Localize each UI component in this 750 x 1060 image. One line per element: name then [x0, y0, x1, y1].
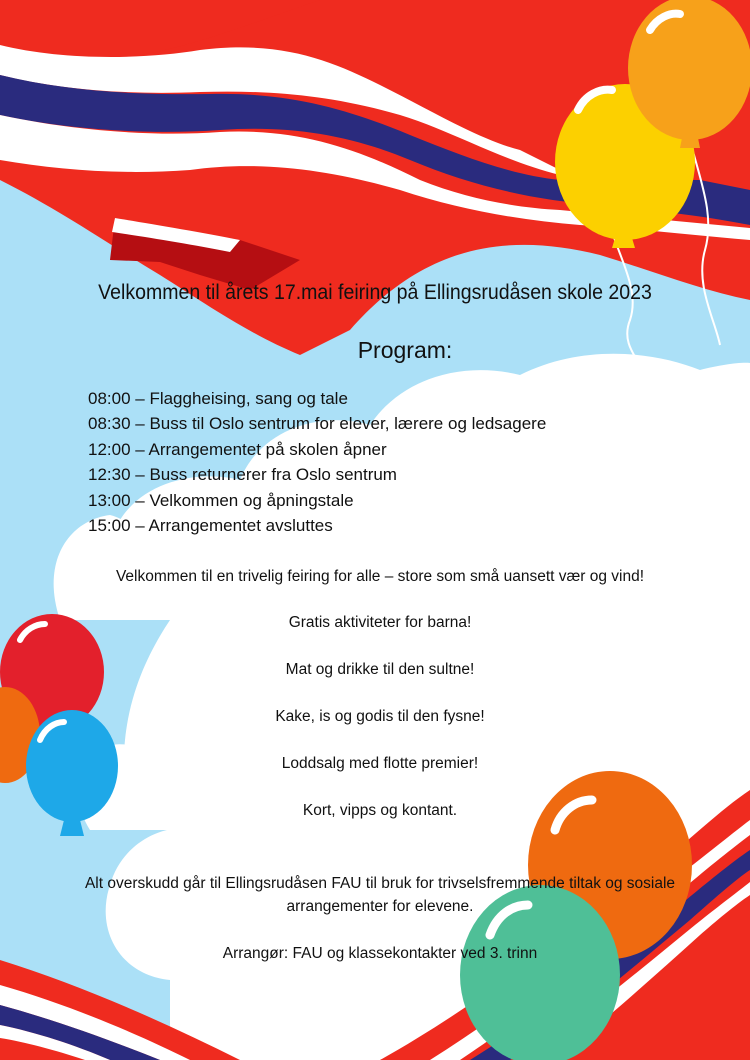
program-heading: Program: [357, 337, 453, 363]
orange-balloon [628, 0, 750, 140]
highlight-item: Loddsalg med flotte premier! [281, 755, 479, 772]
program-item: 12:30 – Buss returnerer fra Oslo sentrum [88, 465, 397, 485]
highlight-item: Mat og drikke til den sultne! [285, 661, 475, 678]
welcome-text: Velkommen til en trivelig feiring for alle – store som små uansett vær og vind! [115, 568, 645, 585]
program-list [88, 386, 546, 538]
program-item: 15:00 – Arrangementet avsluttes [88, 516, 333, 536]
program-item: 08:00 – Flaggheising, sang og tale [88, 389, 348, 408]
program-item: 08:30 – Buss til Oslo sentrum for elever, lærere og ledsagere [88, 414, 547, 434]
organizer-text: Arrangør: FAU og klassekontakter ved 3. trinn [222, 945, 538, 962]
highlight-item: Kort, vipps og kontant. [302, 802, 458, 819]
surplus-line-1: Alt overskudd går til Ellingsrudåsen FAU til bruk for trivselsfremmende tiltak og sosiale [84, 875, 676, 892]
program-item: 13:00 – Velkommen og åpningstale [88, 490, 354, 510]
highlight-item: Gratis aktiviteter for barna! [288, 614, 472, 631]
surplus-line-2: arrangementer for elevene. [286, 898, 474, 915]
page-title: Velkommen til årets 17.mai feiring på Ellingsrudåsen skole 2023 [98, 281, 652, 304]
highlight-item: Kake, is og godis til den fysne! [275, 708, 485, 725]
program-item: 12:00 – Arrangementet på skolen åpner [88, 439, 387, 459]
